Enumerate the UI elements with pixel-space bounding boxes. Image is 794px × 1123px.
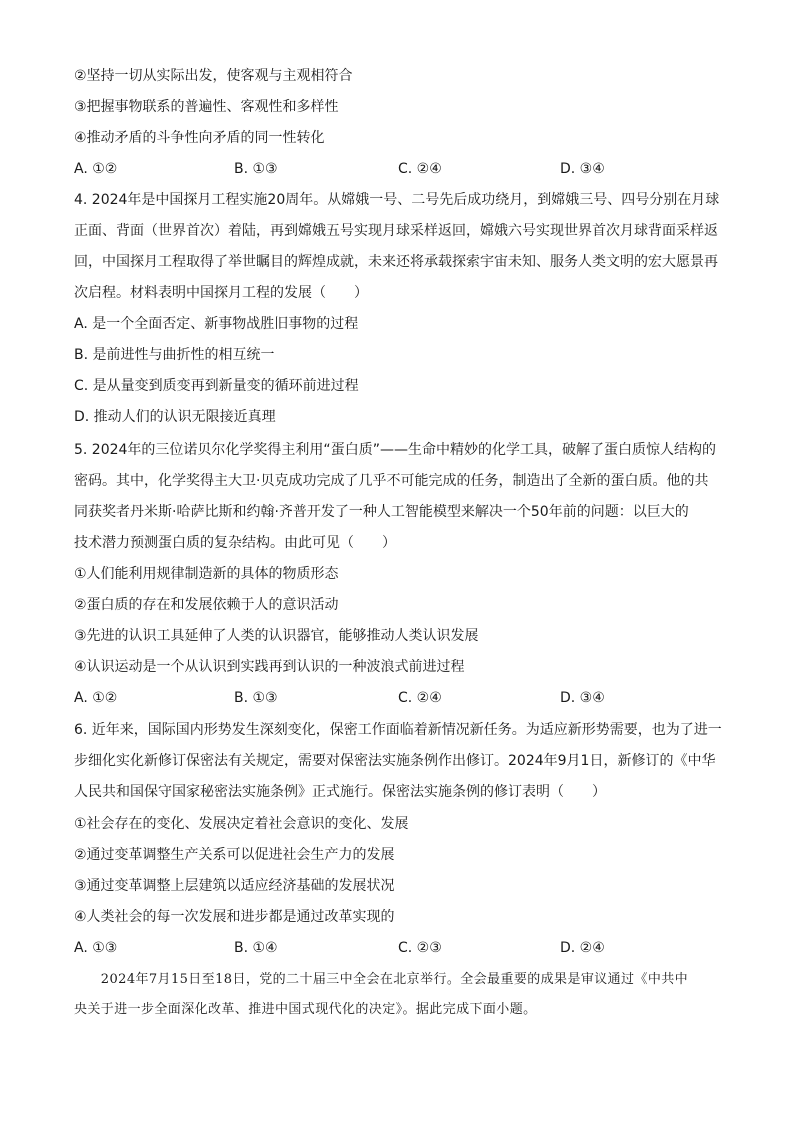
q3-option-d: D. ③④ [560,161,605,177]
q5-stem-line-2: 密码。其中，化学奖得主大卫·贝克成功完成了几乎不可能完成的任务，制造出了全新的蛋白质。他的共 [74,473,709,489]
q5-option-a: A. ①② [74,690,118,706]
q6-option-b: B. ①④ [234,940,278,956]
q6-item-3: ③通过变革调整上层建筑以适应经济基础的发展状况 [74,878,395,894]
group-intro-line-1: 2024年7月15日至18日，党的二十届三中全会在北京举行。全会最重要的成果是审议通过《中共中 [74,972,689,987]
q6-item-4: ④人类社会的每一次发展和进步都是通过改革实现的 [74,909,395,925]
q3-item-2: ②坚持一切从实际出发，使客观与主观相符合 [74,68,353,84]
q3-option-b: B. ①③ [234,161,278,177]
q5-option-c: C. ②④ [398,690,442,706]
q5-option-b: B. ①③ [234,690,278,706]
q3-options [74,159,754,179]
q5-options [74,688,754,708]
group-intro-line-2: 央关于进一步全面深化改革、推进中国式现代化的决定》。据此完成下面小题。 [74,1002,537,1017]
q6-stem-line-3: 人民共和国保守国家秘密法实施条例》正式施行。保密法实施条例的修订表明（ ） [74,784,606,800]
q6-item-2: ②通过变革调整生产关系可以促进社会生产力的发展 [74,847,395,863]
q3-item-3: ③把握事物联系的普遍性、客观性和多样性 [74,99,339,115]
q6-option-a: A. ①③ [74,940,118,956]
q6-stem-line-2: 步细化实化新修订保密法有关规定，需要对保密法实施条例作出修订。2024年9月1日，新修订的《中华 [74,753,716,769]
q4-option-c: C. 是从量变到质变再到新量变的循环前进过程 [74,378,359,394]
q5-item-1: ①人们能利用规律制造新的具体的物质形态 [74,566,339,582]
q5-item-4: ④认识运动是一个从认识到实践再到认识的一种波浪式前进过程 [74,659,465,675]
q3-option-c: C. ②④ [398,161,442,177]
q6-options [74,938,754,958]
q5-stem-line-1: 5. 2024年的三位诺贝尔化学奖得主利用“蛋白质”——生命中精妙的化学工具，破解了蛋白质惊人结构的 [74,442,716,458]
q4-stem-line-1: 4. 2024年是中国探月工程实施20周年。从嫦娥一号、二号先后成功绕月，到嫦娥三号、四号分别在月球 [74,192,720,208]
q4-option-b: B. 是前进性与曲折性的相互统一 [74,347,275,363]
q4-option-a: A. 是一个全面否定、新事物战胜旧事物的过程 [74,316,359,332]
q4-stem-line-2: 正面、背面（世界首次）着陆，再到嫦娥五号实现月球采样返回，嫦娥六号实现世界首次月球背面采样返 [74,223,718,239]
q3-item-4: ④推动矛盾的斗争性向矛盾的同一性转化 [74,130,325,146]
q5-stem-line-4: 技术潜力预测蛋白质的复杂结构。由此可见（ ） [74,535,396,551]
q4-stem-line-3: 回，中国探月工程取得了举世瞩目的辉煌成就，未来还将承载探索宇宙未知、服务人类文明的宏大愿景再 [74,254,718,270]
q5-item-2: ②蛋白质的存在和发展依赖于人的意识活动 [74,597,339,613]
q5-option-d: D. ③④ [560,690,605,706]
q4-option-d: D. 推动人们的认识无限接近真理 [74,409,276,425]
q4-stem-line-4: 次启程。材料表明中国探月工程的发展（ ） [74,285,368,301]
q6-item-1: ①社会存在的变化、发展决定着社会意识的变化、发展 [74,816,409,832]
q3-option-a: A. ①② [74,161,118,177]
q6-option-c: C. ②③ [398,940,442,956]
q5-item-3: ③先进的认识工具延伸了人类的认识器官，能够推动人类认识发展 [74,628,479,644]
q5-stem-line-3: 同获奖者丹米斯·哈萨比斯和约翰·齐普开发了一种人工智能模型来解决一个50年前的问题：以巨大的 [74,504,689,520]
q6-option-d: D. ②④ [560,940,605,956]
q6-stem-line-1: 6. 近年来，国际国内形势发生深刻变化，保密工作面临着新情况新任务。为适应新形势需要，也为了进一 [74,722,722,738]
